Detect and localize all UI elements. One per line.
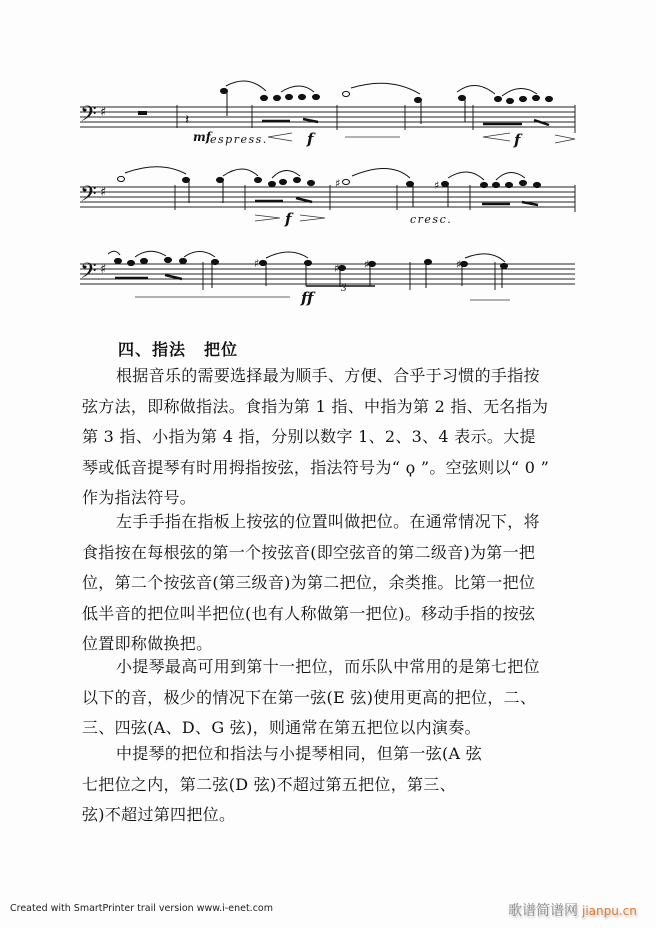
dynamic-f-2: f <box>514 131 521 149</box>
text-line: 小提琴最高可用到第十一把位，而乐队中常用的是第七把位 <box>116 657 540 676</box>
dynamic-f-1: f <box>307 130 314 148</box>
text-line: 中提琴的把位和指法与小提琴相同，但第一弦(A 弦 <box>116 744 483 763</box>
text-line: 以下的音，极少的情况下在第一弦(E 弦)使用更高的把位，二、 <box>82 687 537 707</box>
printer-credit: Created with SmartPrinter trail version www.i-enet.com <box>10 903 273 914</box>
expression-cresc: cresc. <box>410 213 453 226</box>
text-line: 第 3 指、小指为第 4 指，分别以数字 1、2、3、4 表示。大提 <box>82 427 536 446</box>
text-line: 琴或低音提琴有时用拇指按弦，指法符号为“ ϙ ”。空弦则以“ 0 ” <box>82 457 550 477</box>
music-score <box>0 0 656 330</box>
svg-text:♯: ♯ <box>100 185 107 200</box>
svg-text:♯: ♯ <box>434 179 440 192</box>
watermark-cn: 歌谱简谱网 <box>508 903 578 919</box>
dynamic-f-3: f <box>285 210 292 228</box>
text-line: 左手手指在指板上按弦的位置叫做把位。在通常情况下，将 <box>116 512 540 531</box>
text-line: 三、四弦(A、D、G 弦)，则通常在第五把位以内演奏。 <box>82 718 481 737</box>
text-line: 位，第二个按弦音(第三级音)为第二把位，余类推。比第一把位 <box>82 573 536 592</box>
svg-text:♯: ♯ <box>335 177 341 190</box>
svg-text:𝄢: 𝄢 <box>80 259 97 289</box>
svg-text:♯: ♯ <box>364 258 370 271</box>
triplet-marker: 3 <box>341 284 347 294</box>
dynamic-mf: mf <box>193 130 211 144</box>
paragraph-violin <box>82 652 602 744</box>
svg-text:♯: ♯ <box>100 105 107 120</box>
watermark-domain: jianpu.cn <box>582 904 637 918</box>
paragraph-viola <box>82 739 602 831</box>
paragraph-positions <box>82 507 602 660</box>
expression-espress: espress. <box>210 133 268 146</box>
svg-text:♯: ♯ <box>254 257 260 270</box>
text-line: 位置即称做换把。 <box>82 634 213 653</box>
text-line: 七把位之内，第二弦(D 弦)不超过第五把位，第三、 <box>82 774 456 794</box>
staff-system-1 <box>80 105 575 133</box>
svg-text:♯: ♯ <box>100 262 107 277</box>
staff-system-2 <box>80 185 575 212</box>
svg-text:♯: ♯ <box>334 262 340 275</box>
text-line: 弦)不超过第四把位。 <box>82 805 236 824</box>
text-line: 根据音乐的需要选择最为顺手、方便、合乎于习惯的手指按 <box>116 366 540 385</box>
paragraph-fingering <box>82 361 602 514</box>
heading-title: 把位 <box>204 340 239 359</box>
svg-text:𝄢: 𝄢 <box>80 102 97 132</box>
dynamic-ff: ff <box>301 289 314 307</box>
section-heading <box>118 337 238 360</box>
heading-number: 四、指法 <box>118 340 187 359</box>
svg-text:𝄢: 𝄢 <box>80 182 97 212</box>
text-line: 作为指法符号。 <box>82 488 197 507</box>
site-watermark <box>508 900 637 920</box>
text-line: 低半音的把位叫半把位(也有人称做第一把位)。移动手指的按弦 <box>82 603 536 623</box>
text-line: 食指按在每根弦的第一个按弦音(即空弦音的第二级音)为第一把 <box>82 542 536 562</box>
text-line: 弦方法，即称做指法。食指为第 1 指、中指为第 2 指、无名指为 <box>82 396 549 416</box>
svg-text:𝄽: 𝄽 <box>185 112 190 128</box>
svg-text:♯: ♯ <box>456 258 462 271</box>
